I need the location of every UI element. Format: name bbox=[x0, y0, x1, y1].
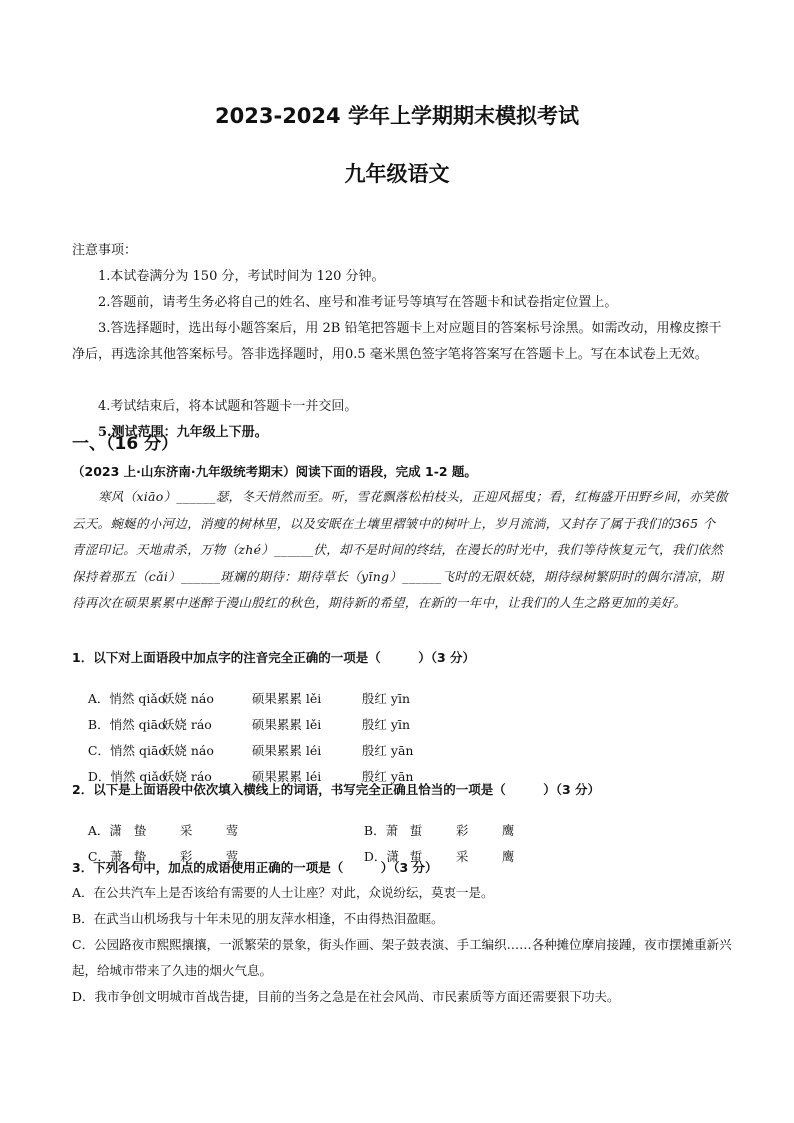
option-word: 莺 bbox=[225, 823, 239, 838]
option-word: C．萧 bbox=[87, 849, 123, 864]
option-cell: 殷红 yīn bbox=[361, 691, 410, 706]
option-word: 蛰 bbox=[133, 849, 147, 864]
option-cell: 硕果累累 léi bbox=[251, 743, 322, 758]
option-cell: 殷红 yān bbox=[361, 769, 414, 784]
option-word: 采 bbox=[455, 849, 469, 864]
option-word: 鹰 bbox=[501, 823, 515, 838]
notice-item-5: 5.测试范围：九年级上下册。 bbox=[98, 425, 268, 440]
question-3-option-d: D．我市争创文明城市首战告捷，目前的当务之急是在社会风尚、市民素质等方面还需要狠下功夫。 bbox=[72, 989, 620, 1004]
option-cell: 妖娆 náo bbox=[161, 691, 214, 706]
question-3-option-b: B．在武当山机场我与十年未见的朋友萍水相逢，不由得热泪盈眶。 bbox=[72, 911, 444, 926]
notice-item-2: 2.答题前，请考生务必将自己的姓名、座号和准考证号等填写在答题卡和试卷指定位置上。 bbox=[98, 295, 618, 310]
option-cell: 硕果累累 lěi bbox=[251, 691, 322, 706]
option-cell: 硕果累累 lěi bbox=[251, 717, 322, 732]
option-cell: 硕果累累 léi bbox=[251, 769, 322, 784]
option-word: 采 bbox=[179, 823, 193, 838]
exam-subject-title: 九年级语文 bbox=[344, 162, 450, 186]
option-word: 蜇 bbox=[409, 823, 423, 838]
option-cell: B．悄然 qiāo bbox=[87, 717, 166, 732]
option-cell: A．悄然 qiǎo bbox=[87, 691, 166, 706]
option-word: B．萧 bbox=[363, 823, 399, 838]
option-word: 鹰 bbox=[501, 849, 515, 864]
passage-text: 寒风（xiāo）______瑟，冬天悄然而至。听，雪花飘落松柏枝头，正迎风摇曳；看，红梅盛开田野乡间，亦笑傲云天。蜿蜒的小河边，消瘦的树林里，以及安眠在土壤里褶皱中的树叶上，岁月流淌，又封存了属于我们的365 个青涩印记。天地肃杀，万物（zhé）______伏，却不是时间的终结，在漫长的时光中，我们等待恢复元气，我们依然保持着那五（cǎi）______斑斓的期待：期待草长（yīng）______飞时的无限妖娆，期待绿树繁阴时的偶尔清凉，期待再次在硕果累累中迷醉于漫山殷红的秋色，期待新的希望，在新的一年中，让我们的人生之路更加的美好。 bbox=[72, 489, 728, 610]
option-word: 彩 bbox=[179, 849, 193, 864]
reading-passage bbox=[72, 484, 728, 617]
option-cell: D．悄然 qiǎo bbox=[87, 769, 167, 784]
option-word: A．潇 bbox=[87, 823, 122, 838]
option-word: D．潇 bbox=[363, 849, 399, 864]
option-cell: 妖娆 ráo bbox=[161, 769, 212, 784]
option-cell: 妖娆 náo bbox=[161, 743, 214, 758]
section-one-heading: 一、（16 分） bbox=[72, 434, 179, 454]
exam-title: 2023-2024 学年上学期期末模拟考试 bbox=[215, 104, 579, 128]
option-word: 彩 bbox=[455, 823, 469, 838]
question-3-option-c: C．公园路夜市熙熙攘攘，一派繁荣的景象，街头作画、架子鼓表演、手工编织……各种摊位摩肩接踵，夜市摆摊重新兴起，给城市带来了久违的烟火气息。 bbox=[72, 937, 732, 978]
notice-item-4: 4.考试结束后，将本试题和答题卡一并交回。 bbox=[98, 399, 358, 414]
option-word: 莺 bbox=[225, 849, 239, 864]
question-1-stem: 1．以下对上面语段中加点字的注音完全正确的一项是（ ）（3 分） bbox=[72, 650, 475, 665]
option-cell: 妖娆 ráo bbox=[161, 717, 212, 732]
notice-heading: 注意事项： bbox=[72, 243, 138, 258]
question-3-stem: 3．下列各句中，加点的成语使用正确的一项是（ ）（3 分） bbox=[72, 860, 438, 875]
option-cell: 殷红 yān bbox=[361, 743, 414, 758]
option-cell: 殷红 yīn bbox=[361, 717, 410, 732]
option-cell: C．悄然 qiāo bbox=[87, 743, 166, 758]
question-2-stem: 2．以下是上面语段中依次填入横线上的词语，书写完全正确且恰当的一项是（ ）（3 分） bbox=[72, 782, 600, 797]
notice-item-3: 3.答选择题时，选出每小题答案后，用 2B 铅笔把答题卡上对应题目的答案标号涂黑。如需改动，用橡皮擦干净后，再选涂其他答案标号。答非选择题时，用0.5 毫米黑色签字笔将答案写在答题卡上。写在本试卷上无效。 bbox=[72, 321, 722, 362]
notice-item-1: 1.本试卷满分为 150 分，考试时间为 120 分钟。 bbox=[98, 269, 385, 284]
question-3-option-a: A．在公共汽车上是否该给有需要的人士让座？对此，众说纷纭，莫衷一是。 bbox=[72, 885, 494, 900]
option-word: 蜇 bbox=[409, 849, 423, 864]
reading-intro: （2023 上·山东济南·九年级统考期末）阅读下面的语段，完成 1-2 题。 bbox=[72, 464, 477, 479]
option-word: 蛰 bbox=[133, 823, 147, 838]
